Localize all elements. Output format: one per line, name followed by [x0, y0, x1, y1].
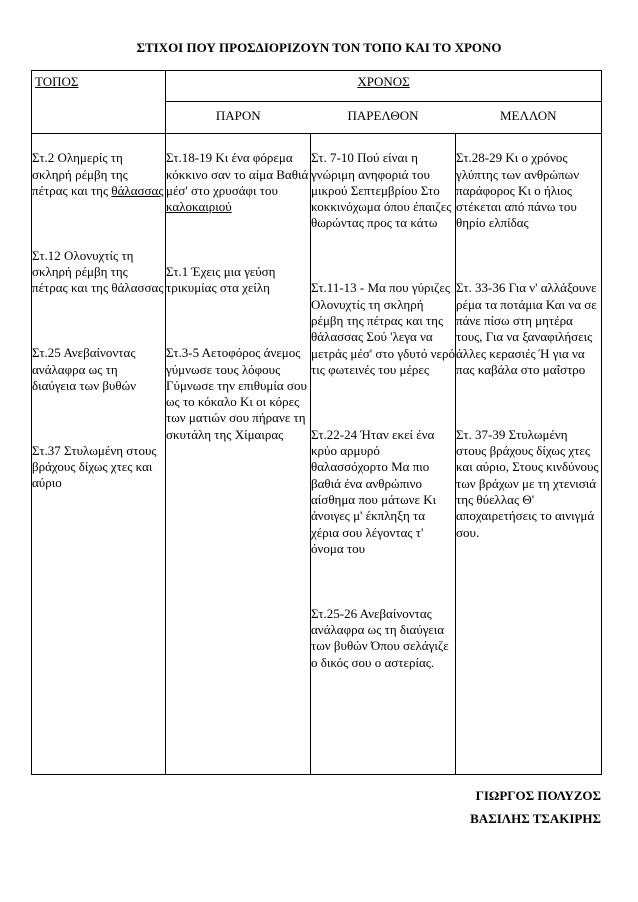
present-verse-18-19: Στ.18-19 Κι ένα φόρεμα κόκκινο σαν το αίμα Βαθιά μέσ' στο χρυσάφι του — [166, 150, 309, 198]
page-title: ΣΤΙΧΟΙ ΠΟΥ ΠΡΟΣΔΙΟΡΙΖΟΥΝ ΤΟΝ ΤΟΠΟ ΚΑΙ ΤΟ ΧΡΟΝΟ — [136, 40, 502, 55]
header-present: ΠΑΡΟΝ — [166, 102, 311, 134]
author-name: ΒΑΣΙΛΗΣ ΤΣΑΚΙΡΗΣ — [470, 811, 601, 826]
present-verse-18-19-underlined: καλοκαιριού — [166, 199, 232, 215]
author-name: ΓΙΩΡΓΟΣ ΠΟΛΥΖΟΣ — [475, 788, 601, 803]
future-verse-28-29: Στ.28-29 Κι ο χρόνος γλύπτης των ανθρώπων παράφορος Κι ο ήλιος στέκεται από πάνω του θηρίο ελπίδας — [456, 150, 580, 231]
past-cell — [311, 134, 456, 775]
header-past: ΠΑΡΕΛΘΟΝ — [311, 102, 456, 134]
past-verse-11-13: Στ.11-13 - Μα που γύριζες Ολονυχτίς τη σκληρή ρέμβη της πέτρας και της θάλασσας Σού 'λεγα να μετράς μέσ' στο γδυτό νερό τις φωτεινές του μέρες — [311, 280, 455, 377]
future-verse-37-39: Στ. 37-39 Στυλωμένη στους βράχους δίχως χτες και αύριο, Στους κινδύνους των βράχων με τη χτενισιά της θύελλας Θ' αποχαιρετήσεις το αινιγμά σου. — [456, 426, 599, 540]
header-chronos: ΧΡΟΝΟΣ — [357, 74, 410, 89]
topos-verse-25: Στ.25 Ανεβαίνοντας ανάλαφρα ως τη διαύγεια των βυθών — [32, 345, 137, 393]
present-verse-3-5: Στ.3-5 Αετοφόρος άνεμος γύμνωσε τους λόφους Γύμνωσε την επιθυμία σου ως το κόκαλο Κι οι κόρες των ματιών σου πήρανε τη σκυτάλη της Χίμαιρας — [166, 345, 307, 442]
present-cell — [166, 134, 311, 775]
past-verse-7-10: Στ. 7-10 Πού είναι η γνώριμη ανηφοριά του μικρού Σεπτεμβρίου Στο κοκκινόχωμα όπου έπαιζες θωρώντας προς τα κάτω — [311, 150, 452, 231]
topos-verse-2: Στ.2 Ολημερίς τη σκληρή ρέμβη της πέτρας και της — [32, 150, 128, 198]
header-row-main — [32, 71, 602, 102]
header-chronos-cell — [166, 71, 602, 102]
future-verse-33-36: Στ. 33-36 Για ν' αλλάξουνε ρέμα τα ποτάμια Και να σε πάνε πίσω στη μητέρα τους, Για να ξαναφιλήσεις άλλες κερασιές Ή για να πας καβάλα στο μαΐστρο — [456, 280, 597, 377]
topos-verse-12: Στ.12 Ολονυχτίς τη σκληρή ρέμβη της πέτρας και της θάλασσας — [32, 247, 164, 296]
topos-verse-37: Στ.37 Στυλωμένη στους βράχους δίχως χτες και αύριο — [32, 442, 157, 491]
header-future: ΜΕΛΛΟΝ — [456, 102, 602, 134]
past-verse-22-24: Στ.22-24 Ήταν εκεί ένα κρύο αρμυρό θαλασσόχορτο Μα πιο βαθιά ένα ανθρώπινο αίσθημα που μάτωνε Κι άνοιγες μ' έκπληξη τα χέρια σου λέγοντας τ' όνομα του — [311, 426, 437, 556]
header-topos: ΤΟΠΟΣ — [32, 71, 166, 134]
content-row — [32, 134, 602, 775]
present-verse-1: Στ.1 Έχεις μια γεύση τρικυμίας στα χείλη — [166, 264, 276, 296]
topos-verse-2-underlined: θάλασσας — [111, 182, 164, 198]
past-verse-25-26: Στ.25-26 Ανεβαίνοντας ανάλαφρα ως τη διαύγεια των βυθών Όπου σελάγιζε ο δικός σου ο αστερίας. — [311, 605, 449, 670]
poem-table — [31, 70, 602, 775]
topos-cell — [32, 134, 166, 775]
future-cell — [456, 134, 602, 775]
